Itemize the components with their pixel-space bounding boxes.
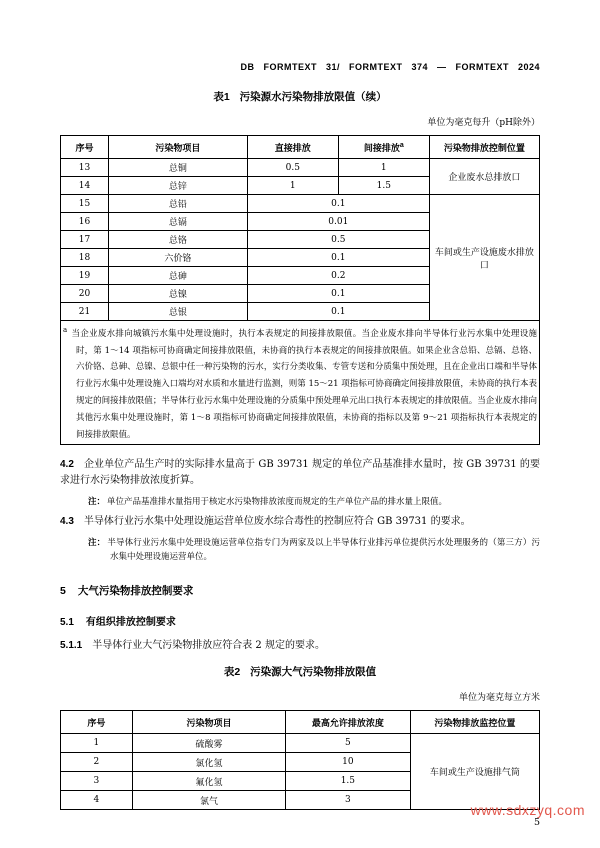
monitor-location-cell: 车间或生产设施排气筒	[410, 734, 539, 810]
direct-value-cell: 0.5	[247, 159, 338, 177]
value-cell: 10	[286, 753, 411, 772]
seq-cell: 2	[61, 753, 133, 772]
document-number-header: DB FORMTEXT 31/ FORMTEXT 374 — FORMTEXT 2024	[240, 62, 540, 72]
section-number: 5.1	[60, 617, 74, 629]
seq-cell: 13	[61, 159, 109, 177]
table1-footnote	[63, 322, 537, 443]
clause-text: 半导体行业大气污染物排放应符合表 2 规定的要求。	[92, 640, 325, 652]
table-row	[61, 734, 540, 753]
pollutant-cell: 硫酸雾	[132, 734, 285, 753]
pollutant-cell: 总镉	[108, 213, 247, 231]
indirect-value-cell: 1	[338, 159, 429, 177]
col-header-pollutant: 污染物项目	[132, 711, 285, 734]
seq-cell: 20	[61, 285, 109, 303]
seq-cell: 3	[61, 772, 133, 791]
pollutant-cell: 氯化氢	[132, 753, 285, 772]
combined-value-cell: 0.1	[247, 285, 429, 303]
section-title: 有组织排放控制要求	[85, 617, 176, 629]
clause-text: 企业单位产品生产时的实际排水量高于 GB 39731 规定的单位产品基准排水量时，按 GB 39731 的要求进行水污染物排放浓度折算。	[60, 459, 540, 487]
col-header-control-location: 污染物排放控制位置	[429, 136, 539, 159]
pollutant-cell: 总铜	[108, 159, 247, 177]
pollutant-cell: 总镍	[108, 285, 247, 303]
note-label: 注：	[88, 537, 106, 548]
combined-value-cell: 0.5	[247, 231, 429, 249]
table-footnote-row	[61, 321, 540, 445]
combined-value-cell: 0.01	[247, 213, 429, 231]
table1-unit-note: 单位为毫克每升（pH除外）	[427, 118, 540, 128]
combined-value-cell: 0.1	[247, 249, 429, 267]
seq-cell: 14	[61, 177, 109, 195]
section-5-heading	[60, 583, 540, 598]
value-cell: 5	[286, 734, 411, 753]
table-row	[61, 195, 540, 213]
table2-title	[60, 664, 540, 679]
note-label: 注：	[88, 496, 106, 507]
col-header-max-concentration: 最高允许排放浓度	[286, 711, 411, 734]
seq-cell: 1	[61, 734, 133, 753]
clause-number: 4.2	[60, 459, 74, 471]
clause-5-1-1	[60, 638, 540, 654]
clause-number: 5.1.1	[60, 640, 83, 652]
table2-title-text: 污染源大气污染物排放限值	[250, 666, 377, 679]
seq-cell: 18	[61, 249, 109, 267]
pollutant-cell: 总银	[108, 303, 247, 321]
col-header-monitor-location: 污染物排放监控位置	[410, 711, 539, 734]
table-row	[61, 159, 540, 177]
control-location-cell: 企业废水总排放口	[429, 159, 539, 195]
value-cell: 1.5	[286, 772, 411, 791]
col-header-pollutant: 污染物项目	[108, 136, 247, 159]
water-pollutant-limits-table	[60, 135, 540, 445]
direct-value-cell: 1	[247, 177, 338, 195]
clause-4-3	[60, 514, 540, 530]
table1-header-row	[61, 136, 540, 159]
col-header-seq: 序号	[61, 711, 133, 734]
air-pollutant-limits-table	[60, 710, 540, 810]
seq-cell: 15	[61, 195, 109, 213]
section-number: 5	[60, 585, 66, 598]
table1-title	[60, 89, 540, 104]
note-text: 半导体行业污水集中处理设施运营单位指专门为两家及以上半导体行业排污单位提供污水处理服务的（第三方）污水集中处理设施运营单位。	[107, 538, 540, 563]
section-title: 大气污染物排放控制要求	[77, 585, 194, 598]
seq-cell: 17	[61, 231, 109, 249]
clause-text: 半导体行业污水集中处理设施运营单位废水综合毒性的控制应符合 GB 39731 的要求。	[83, 516, 471, 528]
footnote-marker: a	[63, 326, 68, 334]
seq-cell: 21	[61, 303, 109, 321]
pollutant-cell: 总铬	[108, 231, 247, 249]
pollutant-cell: 总锌	[108, 177, 247, 195]
table2-header-row	[61, 711, 540, 734]
pollutant-cell: 总砷	[108, 267, 247, 285]
footnote-text: 当企业废水排向城镇污水集中处理设施时，执行本表规定的间接排放限值。当企业废水排向半导体行业污水集中处理设施时，第 1～14 项指标可协商确定间接排放限值，未协商的执行本表规定的间接排放限值。如果企业含总铅、总镉、总铬、六价铬、总砷、总镍、总银中任一种污染物的污水，实行分类收集、专管专送和分质集中预处理，且在企业出口端和半导体行业污水集中处理设施入口端均对水质和水量进行监测，则第 15～21 项指标可协商确定间接排放限值，未协商的执行本表规定的间接排放限值；半导体行业污水集中处理设施的分质集中预处理单元出口执行本表规定的排放限值。当企业废水排向其他污水集中处理设施时，第 1～8 项指标可协商确定间接排放限值，未协商的指标以及第 9～21 项指标执行本表规定的间接排放限值。	[71, 328, 537, 440]
footnote-marker: a	[399, 141, 404, 149]
watermark-url: www.sdxzyq.com	[470, 802, 585, 818]
clause-4-2	[60, 457, 540, 489]
seq-cell: 16	[61, 213, 109, 231]
col-header-direct: 直接排放	[247, 136, 338, 159]
table2-label: 表2	[223, 666, 241, 679]
section-5-1-heading	[60, 613, 540, 628]
clause-number: 4.3	[60, 516, 74, 528]
table1-title-text: 污染源水污染物排放限值（续）	[239, 91, 387, 103]
col-header-indirect: 间接排放$^a$	[338, 136, 429, 159]
table1-label: 表1	[213, 91, 230, 103]
note-text: 单位产品基准排水量指用于核定水污染物排放浓度而规定的生产单位产品的排水量上限值。	[107, 497, 448, 508]
combined-value-cell: 0.1	[247, 303, 429, 321]
pollutant-cell: 氟化氢	[132, 772, 285, 791]
table2-unit-note: 单位为毫克每立方米	[458, 693, 540, 704]
footnote-cell	[61, 321, 540, 445]
col-header-seq: 序号	[61, 136, 109, 159]
clause-4-2-note	[60, 494, 540, 509]
indirect-value-cell: 1.5	[338, 177, 429, 195]
pollutant-cell: 氯气	[132, 791, 285, 810]
control-location-cell: 车间或生产设施废水排放口	[429, 195, 539, 321]
pollutant-cell: 总铅	[108, 195, 247, 213]
seq-cell: 19	[61, 267, 109, 285]
clause-4-3-note	[60, 535, 540, 564]
seq-cell: 4	[61, 791, 133, 810]
value-cell: 3	[286, 791, 411, 810]
combined-value-cell: 0.2	[247, 267, 429, 285]
combined-value-cell: 0.1	[247, 195, 429, 213]
page-number: 5	[533, 817, 540, 829]
pollutant-cell: 六价铬	[108, 249, 247, 267]
